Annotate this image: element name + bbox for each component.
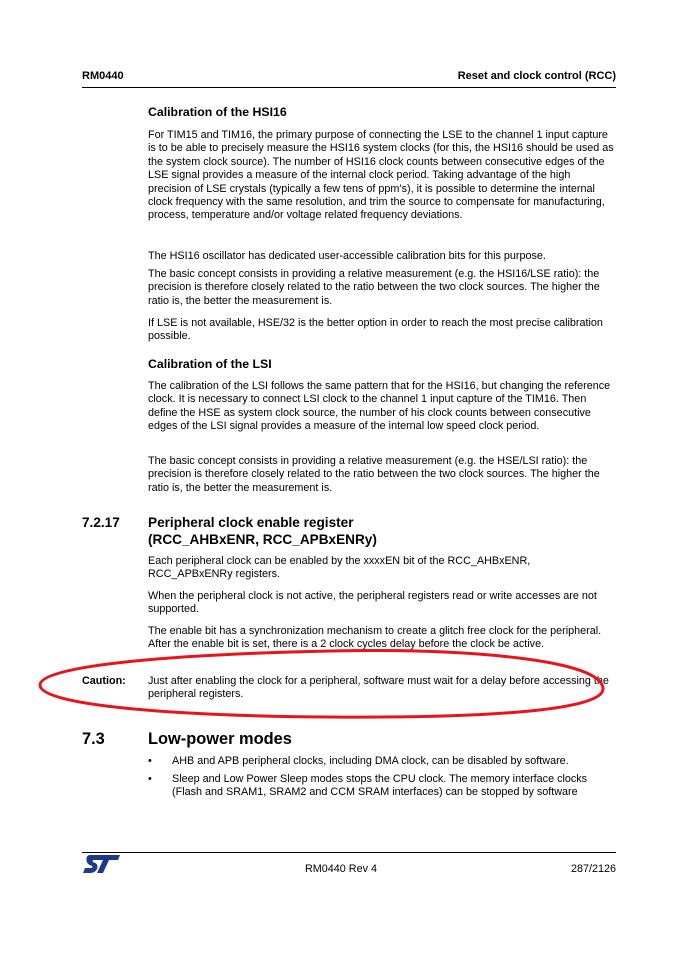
footer-revision: RM0440 Rev 4 (305, 863, 378, 875)
st-logo-icon (82, 853, 122, 880)
bullet-2-marker: • (148, 773, 152, 785)
lsi-p1-text: The calibration of the LSI follows the same pattern that for the HSI16, but changing the reference clock. It is necessary to connect LSI clock to the channel 1 input capture of the TIM16. Then define the HSE as system clock source, the number of his clock counts between consecutive edges of the LSI signal provides a measure of the internal low speed clock period. (148, 380, 611, 433)
page-header (82, 70, 616, 84)
heading-calibration-hsi16: Calibration of the HSI16 (148, 105, 287, 119)
footer-rule (82, 852, 616, 853)
section-number-7-2-17: 7.2.17 (82, 515, 120, 530)
peripheral-clock-paragraph-2 (148, 590, 616, 617)
hsi16-paragraph-4 (148, 317, 616, 344)
hsi16-paragraph-3 (148, 268, 616, 308)
section-title-line-1: Peripheral clock enable register (148, 515, 354, 530)
peripheral-clock-paragraph-3 (148, 625, 616, 652)
heading-calibration-lsi: Calibration of the LSI (148, 357, 272, 371)
section-number-7-3: 7.3 (82, 730, 105, 748)
lsi-paragraph-1 (148, 380, 616, 434)
hsi16-p3-text: The basic concept consists in providing a relative measurement (e.g. the HSI16/LSE ratio): the precision is therefore closely related to the ratio between the two clock sources. The higher the ratio is, the better the measurement is. (148, 268, 600, 307)
section-title-7-2-17 (148, 515, 616, 548)
peripheral-p2-text: When the peripheral clock is not active, the peripheral registers read or write accesses are not supported. (148, 590, 597, 616)
caution-text (148, 675, 616, 702)
hsi16-p1-text: For TIM15 and TIM16, the primary purpose of connecting the LSE to the channel 1 input capture is to be able to precisely measure the HSI16 system clocks (for this, the HSI16 should be used as the system clock source). The number of HSI16 clock counts between consecutive edges of the LSE signal provides a measure of the internal clock period. Taking advantage of the high precision of LSE crystals (typically a few tens of ppm’s), it is possible to determine the internal clock frequency with the same resolution, and trim the source to compensate for manufacturing, process, temperature and/or voltage related frequency deviations. (148, 129, 614, 222)
peripheral-p1-text: Each peripheral clock can be enabled by the xxxxEN bit of the RCC_AHBxENR, RCC_APBxENRy registers. (148, 555, 531, 581)
hsi16-p2-text: The HSI16 oscillator has dedicated user-accessible calibration bits for this purpose. (148, 250, 546, 262)
peripheral-p3-text: The enable bit has a synchronization mechanism to create a glitch free clock for the peripheral. After the enable bit is set, there is a 2 clock cycles delay before the clock be active. (148, 625, 602, 651)
hsi16-paragraph-2 (148, 250, 616, 263)
bullet-2-text: Sleep and Low Power Sleep modes stops the CPU clock. The memory interface clocks (Flash and SRAM1, SRAM2 and CCM SRAM interfaces) can be stopped by software (172, 773, 588, 799)
header-section-title: Reset and clock control (RCC) (457, 70, 616, 82)
lsi-paragraph-2 (148, 455, 616, 495)
header-rule (82, 87, 616, 88)
hsi16-p4-text: If LSE is not available, HSE/32 is the better option in order to reach the most precise calibration possible. (148, 317, 603, 343)
header-doc-id: RM0440 (82, 70, 124, 82)
caution-label: Caution: (82, 675, 126, 687)
section-title-line-2: (RCC_AHBxENR, RCC_APBxENRy) (148, 531, 377, 547)
footer-page-number: 287/2126 (570, 863, 616, 875)
hsi16-paragraph-1 (148, 129, 616, 223)
section-title-7-3: Low-power modes (148, 730, 292, 748)
peripheral-clock-paragraph-1 (148, 555, 616, 582)
bullet-1-marker: • (148, 755, 152, 767)
caution-text-content: Just after enabling the clock for a peripheral, software must wait for a delay before accessing the peripheral registers. (148, 675, 609, 701)
bullet-1-text: AHB and APB peripheral clocks, including DMA clock, can be disabled by software. (172, 755, 569, 767)
lsi-p2-text: The basic concept consists in providing a relative measurement (e.g. the HSE/LSI ratio): the precision is therefore closely related to the ratio between the two clock sources. The higher the ratio is, the better the measurement is. (148, 455, 600, 494)
